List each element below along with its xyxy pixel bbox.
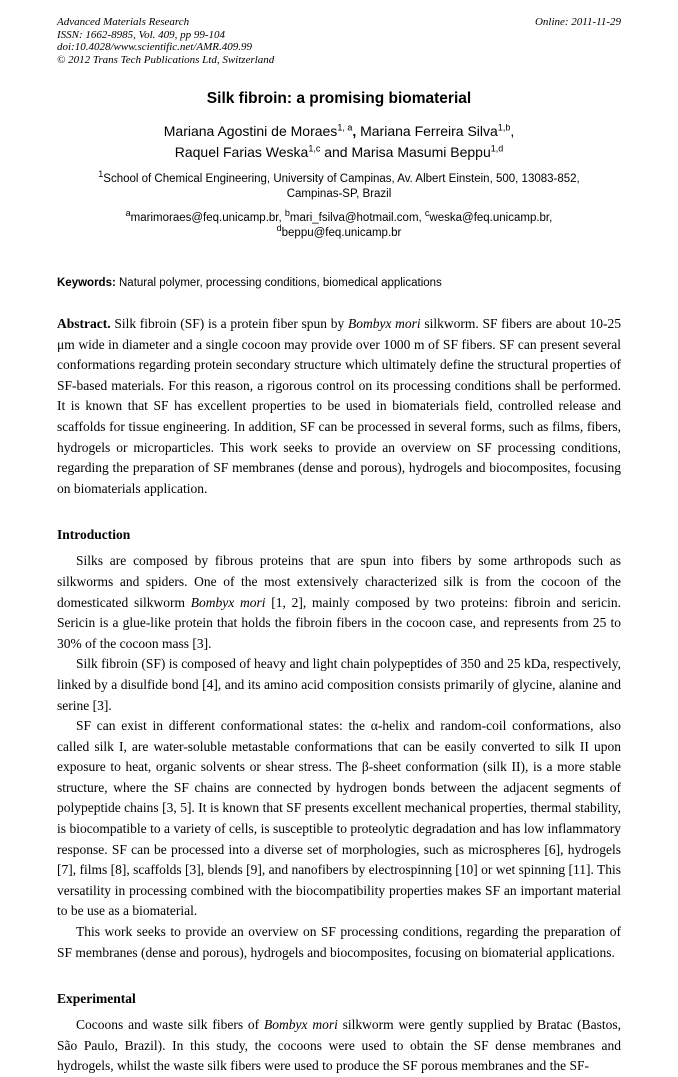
introduction-paragraph-3: SF can exist in different conformational states: the α-helix and random-coil conformations, also called silk I, are water-soluble metastable conformations that can be easily converted to silk II upon exposure to heat, organic solvents or shear stress. The β-sheet conformation (silk II), is a more stable structure, where the SF chains are connected by hydrogen bonds between the adjacent segments of polypeptide chains [3, 5]. It is known that SF presents excellent mechanical properties, thermal stability, is biocompatible to a variety of cells, is susceptible to proteolytic degradation and has low inflammatory response. SF can be processed into a diverse set of morphologies, such as microspheres [6], hydrogels [7], films [8], scaffolds [3], blends [9], and nanofibers by electrospinning [10] or wet spinning [11]. This versatility in processing combined with the biocompatibility properties makes SF an important material to be use as a biomaterial. bbox=[57, 718, 622, 919]
email-line-2: $^d$beppu@feq.unicamp.br bbox=[276, 223, 402, 239]
publication-header bbox=[57, 16, 621, 66]
author-line-1: Mariana Agostini de Moraes$^{1, a}$, Mariana Ferreira Silva$^{1,b}$, bbox=[163, 122, 515, 139]
paper-title: Silk fibroin: a promising biomaterial bbox=[206, 90, 472, 107]
abstract-paragraph: Abstract. Silk fibroin (SF) is a protein fiber spun by Bombyx mori silkworm. SF fibers are about 10-25 μm wide in diameter and a single cocoon may provide over 1000 m of SF fibers. SF can present several conformations regarding protein secondary structure which ultimately define the structural properties of SF-based materials. For this reason, a rigorous control on its processing conditions shall be performed. It is known that SF has excellent properties to be used in biomaterials field, controlled release and scaffolds for tissue engineering. In addition, SF can be processed in several forms, such as films, fibers, hydrogels or microparticles. This work seeks to provide an overview on SF processing conditions, regarding the preparation of SF membranes (dense and porous), hydrogels and biocomposites, focusing on biomaterials application. bbox=[57, 316, 622, 496]
online-date: Online: 2011-11-29 bbox=[534, 16, 621, 28]
experimental-paragraph-1: Cocoons and waste silk fibers of Bombyx mori silkworm were gently supplied by Bratac (Bastos, São Paulo, Brazil). In this study, the cocoons were used to obtain the SF dense membranes and hydrogels, whilst the waste silk fibers were used to produce the SF porous membranes and the SF- bbox=[57, 1017, 622, 1074]
introduction-paragraph-2: Silk fibroin (SF) is composed of heavy and light chain polypeptides of 350 and 25 kDa, respectively, linked by a disulfide bond [4], and its amino acid composition consists primarily of glycine, alanine and serine [3]. bbox=[57, 656, 621, 713]
email-line-1: $^a$marimoraes@feq.unicamp.br, $^b$mari_fsilva@hotmail.com, $^c$weska@feq.unicamp.br, bbox=[125, 208, 553, 224]
issn-volume-line: ISSN: 1662-8985, Vol. 409, pp 99-104 bbox=[57, 28, 226, 41]
journal-name: Advanced Materials Research bbox=[57, 16, 190, 28]
affiliation-line-1: $^1$School of Chemical Engineering, University of Campinas, Av. Albert Einstein, 500, 13083-852, bbox=[98, 169, 580, 185]
doi-line: doi:10.4028/www.scientific.net/AMR.409.99 bbox=[57, 41, 253, 53]
emails-block bbox=[57, 208, 621, 241]
introduction-paragraph-1: Silks are composed by fibrous proteins that are spun into fibers by some arthropods such as silkworms and spiders. One of the most extensively characterized silk is from the cocoon of the domesticated silkworm Bombyx mori [1, 2], mainly composed by two proteins: fibroin and sericin. Sericin is a glue-like protein that holds the fibroin fibers in the cocoon case, and represents from 25 to 30% of the cocoon mass [3]. bbox=[57, 553, 622, 651]
keywords-line: Keywords: Natural polymer, processing conditions, biomedical applications bbox=[57, 277, 442, 289]
author-line-2: Raquel Farias Weska$^{1,c}$ and Marisa Masumi Beppu$^{1,d}$ bbox=[174, 143, 504, 160]
copyright-line: © 2012 Trans Tech Publications Ltd, Switzerland bbox=[57, 53, 275, 66]
affiliation-block bbox=[57, 169, 621, 202]
section-heading-experimental: Experimental bbox=[57, 991, 136, 1007]
introduction-paragraph-4: This work seeks to provide an overview on SF processing conditions, regarding the preparation of SF membranes (dense and porous), hydrogels and biocomposites, focusing on biomaterial applications. bbox=[57, 924, 621, 960]
publication-info bbox=[57, 16, 274, 66]
section-heading-introduction: Introduction bbox=[57, 527, 131, 543]
authors-block bbox=[57, 121, 621, 163]
affiliation-line-2: Campinas-SP, Brazil bbox=[286, 188, 392, 200]
